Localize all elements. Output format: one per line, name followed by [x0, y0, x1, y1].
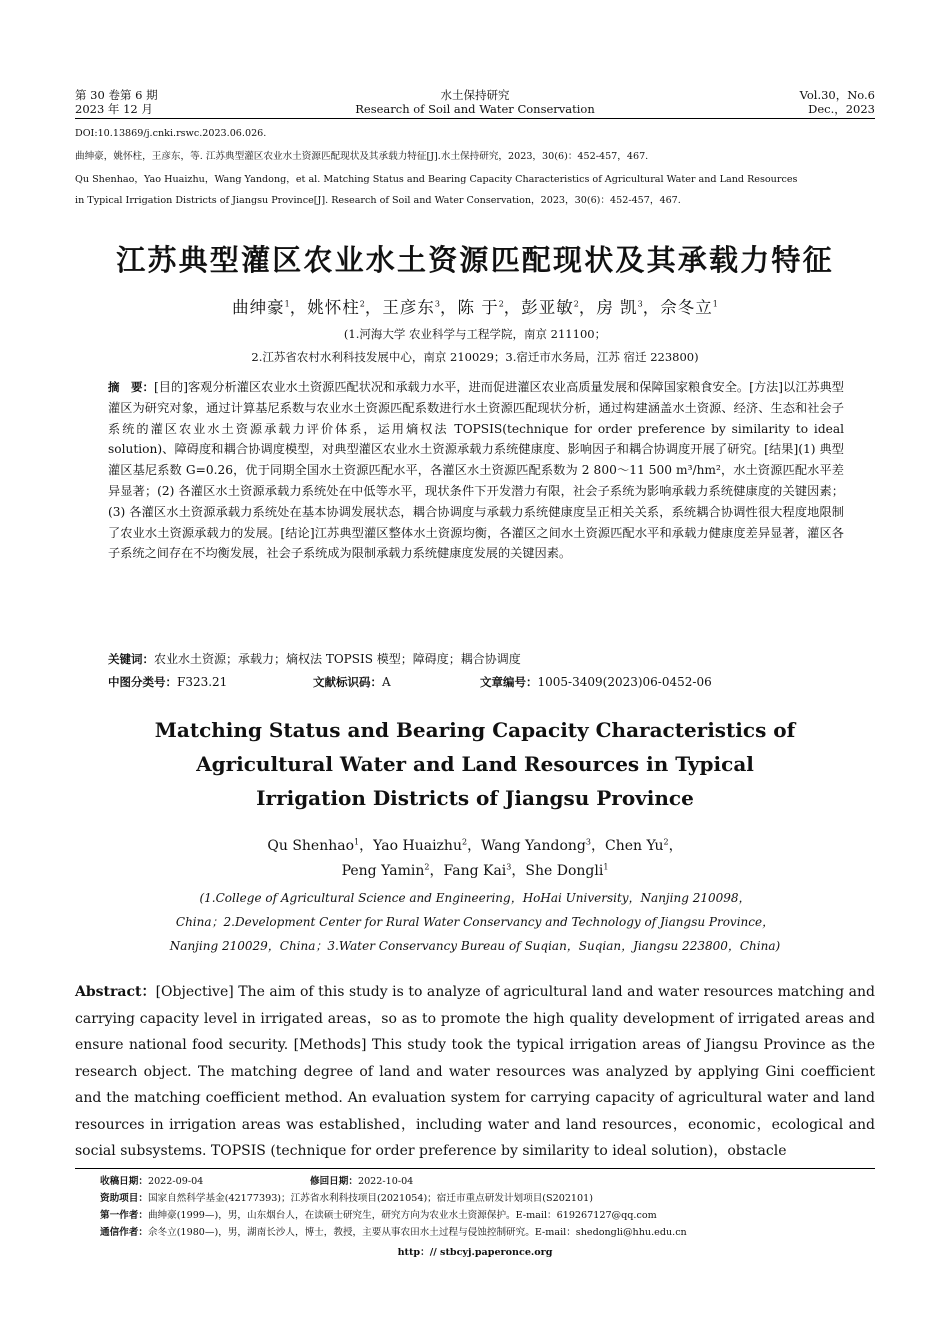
title-en-line1: Matching Status and Bearing Capacity Characteristics of [154, 718, 796, 742]
author-en-separator: ， [668, 838, 683, 854]
header-rule [75, 118, 875, 119]
article-label: 文章编号： [480, 675, 538, 689]
journal-name-en: Research of Soil and Water Conservation [355, 102, 595, 116]
header-right [800, 88, 875, 116]
author-cn-name: 姚怀柱 [307, 298, 360, 317]
affiliation-cn-line2: 2.江苏省农村水利科技发展中心，南京 210029；3.宿迁市水务局，江苏 宿迁 223800) [251, 350, 699, 364]
corresponding-text: 佘冬立(1980—)，男，湖南长沙人，博士，教授，主要从事农田水土过程与侵蚀控制研究。E-mail：shedongli@hhu.edu.cn [147, 1227, 687, 1238]
author-cn-name: 房 凯 [596, 298, 638, 317]
author-en-separator: ， [591, 838, 605, 854]
journal-url[interactable]: http：// stbcyj.paperonce.org [397, 1247, 553, 1258]
author-cn-affiliation-mark: 2 [359, 299, 365, 309]
abstract-cn-text: [目的]客观分析灌区农业水土资源匹配状况和承载力水平，进而促进灌区农业高质量发展和保障国家粮食安全。[方法]以江苏典型灌区为研究对象，通过计算基尼系数与农业水土资源匹配系数进行水土资源匹配现状分析，通过构建涵盖水土资源、经济、生态和社会子系统的灌区农业水土资源承载力评价体系，运用熵权法 TOPSIS(technique for order preference by similarity to ideal solution)、障碍度和耦合协调度模型，对典型灌区农业水土资源承载力系统健康度、影响因子和耦合协调度开展了研究。[结果](1) 典型灌区基尼系数 G=0.26，优于同期全国水土资源匹配水平，各灌区水土资源匹配系数为 2 800～11 500 m³/hm²，水土资源匹配水平差异显著；(2) 各灌区水土资源承载力系统处在中低等水平，现状条件下开发潜力有限，社会子系统为影响承载力系统健康度的关键因素；(3) 各灌区水土资源承载力系统处在基本协调发展状态，耦合协调度与承载力系统健康度呈正相关关系，系统耦合协调性很大程度地限制了农业水土资源承载力的发展。[结论]江苏典型灌区整体水土资源均衡，各灌区之间水土资源匹配水平和承载力健康度差异显著，灌区各子系统之间存在不均衡发展，社会子系统成为限制承载力系统健康度发展的关键因素。 [108, 380, 844, 561]
funding-label: 资助项目： [100, 1193, 148, 1204]
funding-text: 国家自然科学基金(42177393)；江苏省水利科技项目(2021054)；宿迁市重点研发计划项目(S202101) [147, 1193, 593, 1204]
author-cn-name: 佘冬立 [660, 298, 713, 317]
author-cn-name: 彭亚敏 [521, 298, 574, 317]
authors-en-line1 [0, 835, 950, 855]
author-en-affiliation-mark: 3 [585, 837, 591, 847]
first-author-label: 第一作者： [100, 1210, 148, 1221]
footnote-first-author [100, 1208, 860, 1223]
author-en-name: Yao Huaizhu [373, 838, 462, 854]
received-label: 收稿日期： [100, 1176, 148, 1187]
author-cn-name: 曲绅豪 [232, 298, 285, 317]
citation-en-line2: in Typical Irrigation Districts of Jiangsu Province[J]. Research of Soil and Water Conservation，2023，30(6)：452-457，467. [75, 195, 681, 206]
footnote-funding [100, 1191, 860, 1206]
author-en-name: Chen Yu [605, 838, 664, 854]
received-date: 2022-09-04 [147, 1176, 204, 1187]
author-cn-separator: ， [642, 298, 661, 317]
author-en-affiliation-mark: 2 [424, 862, 430, 872]
affiliation-en-line1: (1.College of Agricultural Science and Engineering，HoHai University，Nanjing 210098， [199, 891, 751, 905]
author-cn-affiliation-mark: 2 [573, 299, 579, 309]
abstract-en [75, 979, 875, 1165]
abstract-en-text: [Objective] The aim of this study is to analyze of agricultural land and water resources matching and carrying capacity level in irrigated areas，so as to promote the high quality development of irrigated areas and ensure national food security. [Methods] This study took the typical irrigation areas of Jiangsu Province as the research object. The matching degree of land and water resources was analyzed by applying Gini coefficient and the matching coefficient method. An evaluation system for carrying capacity of agricultural water and land resources in irrigation areas was established，including water and land resources，economic，ecological and social subsystems. TOPSIS (technique for order preference by similarity to ideal solution)，obstacle [75, 984, 875, 1159]
revised [310, 1174, 413, 1189]
author-cn-name: 陈 于 [457, 298, 499, 317]
abstract-en-label: Abstract： [75, 984, 156, 1000]
author-cn-affiliation-mark: 3 [434, 299, 440, 309]
affiliation-cn-line1: (1.河海大学 农业科学与工程学院，南京 211100； [343, 327, 607, 341]
author-en-affiliation-mark: 2 [461, 837, 468, 847]
citation-en-line1: Qu Shenhao，Yao Huaizhu，Wang Yandong，et al. Matching Status and Bearing Capacity Characteristics of Agricultural Water and Land Resources [75, 174, 798, 185]
title-en [0, 713, 950, 815]
footnote-rule [75, 1168, 875, 1169]
article-value: 1005-3409(2023)06-0452-06 [537, 675, 712, 689]
author-en-name: Qu Shenhao [267, 838, 355, 854]
author-cn-separator: ， [439, 298, 458, 317]
clc-label: 中图分类号： [108, 675, 177, 689]
date-cn: 2023 年 12 月 [75, 102, 153, 116]
author-cn-separator: ， [289, 298, 308, 317]
author-cn-separator: ， [364, 298, 383, 317]
author-en-separator: ， [467, 838, 482, 854]
author-en-separator: ， [511, 863, 526, 879]
footnote-corresponding [100, 1225, 860, 1240]
abstract-cn-label: 摘 要： [108, 380, 155, 394]
affiliation-en-line2: China；2.Development Center for Rural Water Conservancy and Technology of Jiangsu Province， [175, 915, 775, 929]
author-en-name: Peng Yamin [341, 863, 425, 879]
author-en-affiliation-mark: 2 [663, 837, 669, 847]
document-code [313, 674, 391, 690]
doc-label: 文献标识码： [313, 675, 382, 689]
author-cn-separator: ， [503, 298, 522, 317]
clc-value: F323.21 [177, 675, 228, 689]
author-cn-affiliation-mark: 3 [637, 299, 643, 309]
abstract-cn [108, 377, 844, 564]
author-en-separator: ， [429, 863, 444, 879]
keywords-cn [108, 650, 844, 667]
running-header [75, 88, 875, 118]
volume-en: Vol.30，No.6 [799, 88, 875, 102]
author-cn-affiliation-mark: 2 [498, 299, 504, 309]
author-en-affiliation-mark: 3 [506, 862, 512, 872]
affiliation-en-line3: Nanjing 210029，China；3.Water Conservancy Bureau of Suqian，Suqian，Jiangsu 223800，China) [169, 939, 781, 953]
author-cn-affiliation-mark: 1 [284, 299, 290, 309]
title-en-line2: Agricultural Water and Land Resources in Typical [196, 752, 754, 776]
revised-date: 2022-10-04 [357, 1176, 414, 1187]
author-en-separator: ， [359, 838, 374, 854]
author-cn-separator: ， [578, 298, 597, 317]
doc-value: A [382, 675, 391, 689]
author-en-name: Fang Kai [443, 863, 507, 879]
title-cn: 江苏典型灌区农业水土资源匹配现状及其承载力特征 [116, 243, 834, 277]
clc-number [108, 674, 227, 690]
doi[interactable]: DOI:10.13869/j.cnki.rswc.2023.06.026. [75, 128, 267, 139]
date-en: Dec.，2023 [808, 102, 875, 116]
author-en-affiliation-mark: 1 [603, 862, 609, 872]
title-en-line3: Irrigation Districts of Jiangsu Province [256, 786, 694, 810]
keywords-text: 农业水土资源；承载力；熵权法 TOPSIS 模型；障碍度；耦合协调度 [154, 652, 521, 666]
author-cn-affiliation-mark: 1 [712, 299, 718, 309]
citation-cn: 曲绅豪，姚怀柱，王彦东，等. 江苏典型灌区农业水土资源匹配现状及其承载力特征[J].水土保持研究，2023，30(6)：452-457，467. [75, 151, 649, 162]
keywords-label: 关键词： [108, 652, 154, 666]
first-author-text: 曲绅豪(1999—)，男，山东烟台人，在读硕士研究生，研究方向为农业水土资源保护。E-mail：619267127@qq.com [147, 1210, 657, 1221]
revised-label: 修回日期： [310, 1176, 358, 1187]
footnote-dates [100, 1174, 860, 1189]
authors-en-line2 [0, 860, 950, 880]
author-en-name: Wang Yandong [481, 838, 586, 854]
header-center [75, 88, 875, 116]
author-en-affiliation-mark: 1 [354, 837, 360, 847]
journal-name-cn: 水土保持研究 [440, 88, 510, 102]
author-cn-name: 王彦东 [382, 298, 435, 317]
corresponding-label: 通信作者： [100, 1227, 148, 1238]
authors-cn [0, 294, 950, 318]
author-en-name: She Dongli [525, 863, 604, 879]
volume-cn: 第 30 卷第 6 期 [75, 88, 158, 102]
article-number [480, 674, 712, 690]
